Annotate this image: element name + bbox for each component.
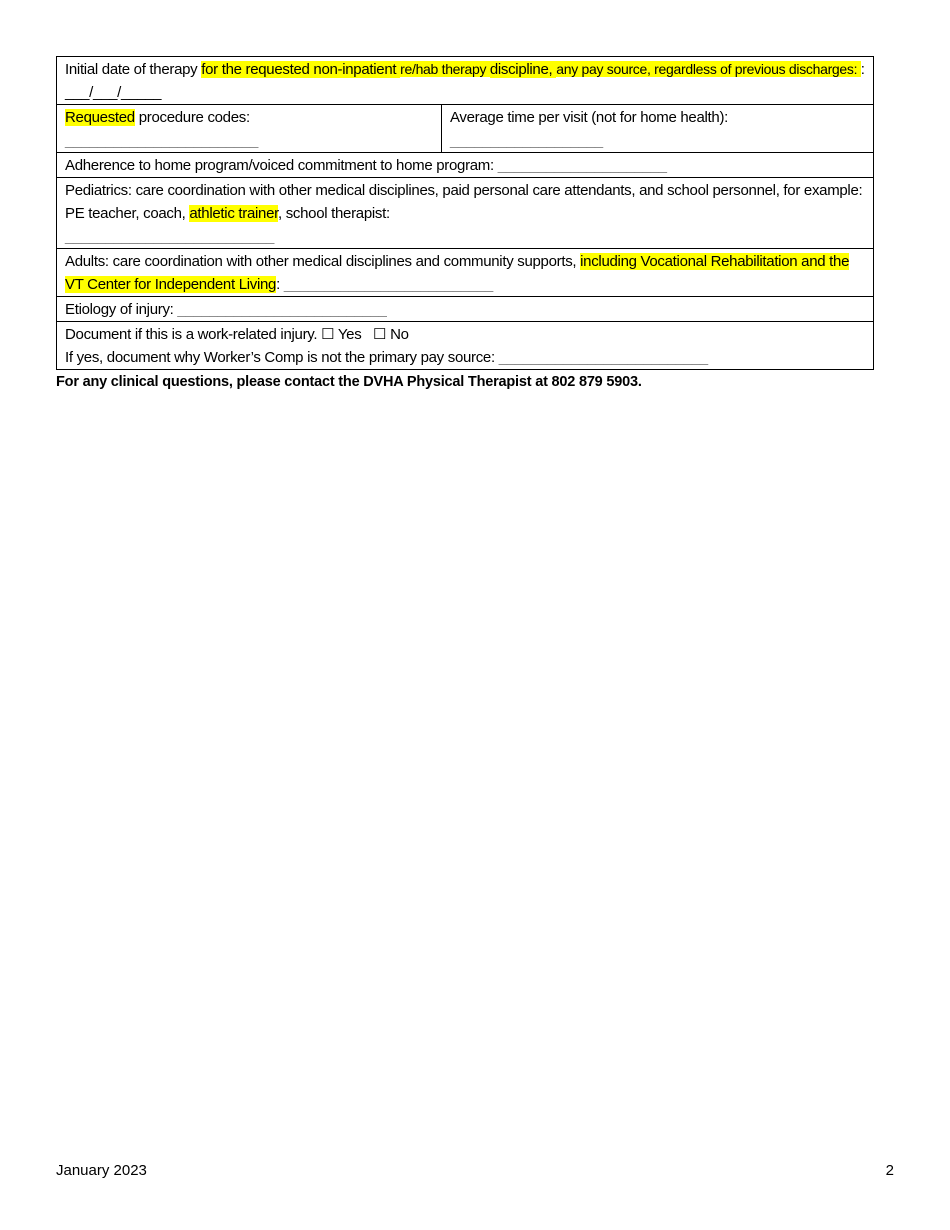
pediatrics-row [57,178,874,249]
label: Adherence to home program/voiced commitment to home program: [65,157,498,174]
label: : [276,276,284,293]
avg-time-field[interactable]: ___________________ [450,132,603,149]
no-checkbox[interactable]: ☐ [373,326,387,343]
procedure-codes-field[interactable]: ________________________ [65,132,259,149]
label: Pediatrics: care coordination with other medical disciplines, paid personal care attendants, and school personnel, for example: PE teacher, coach, [65,182,863,222]
label: Adults: care coordination with other medical disciplines and community supports, [65,253,581,270]
workers-comp-field[interactable]: __________________________ [498,349,708,366]
page-number: 2 [885,1162,894,1179]
highlight: Requested [65,109,135,126]
label: Etiology of injury: [65,301,178,318]
yes-label: Yes [337,326,362,343]
highlight: including Vocational Rehabilitation and the VT Center for Independent Living [65,253,850,293]
pediatrics-field[interactable]: __________________________ [65,228,275,245]
etiology-row [57,297,874,322]
form-content [56,56,874,392]
footer-date: January 2023 [56,1162,147,1179]
label: Initial date of therapy [65,61,202,78]
highlight: discipline, [489,61,557,78]
work-related-row [57,322,874,370]
yes-checkbox[interactable]: ☐ [321,326,335,343]
initial-date-row [57,57,874,105]
date-field[interactable]: : ___/___/_____ [65,61,865,101]
label: procedure codes: [134,109,250,126]
highlight: athletic trainer [189,205,278,222]
highlight: for the requested non-inpatient [201,61,401,78]
label: If yes, document why Worker’s Comp is not the primary pay source: [65,349,499,366]
therapy-form-table [56,56,874,370]
highlight: any pay source, regardless of previous discharges: [556,61,861,77]
procedure-codes-cell [57,105,442,153]
no-label: No [390,326,409,343]
highlight: re/hab therapy [400,61,490,77]
label: Average time per visit (not for home health): [450,109,729,126]
adherence-field[interactable]: _____________________ [497,157,667,174]
clinical-contact-note: For any clinical questions, please contact the DVHA Physical Therapist at 802 879 5903. [56,374,642,390]
adults-row [57,249,874,297]
label: , school therapist: [277,205,390,222]
adults-field[interactable]: __________________________ [283,276,493,293]
etiology-field[interactable]: __________________________ [177,301,387,318]
label: Document if this is a work-related injury. [65,326,322,343]
avg-time-cell [442,105,874,153]
adherence-row [57,153,874,178]
